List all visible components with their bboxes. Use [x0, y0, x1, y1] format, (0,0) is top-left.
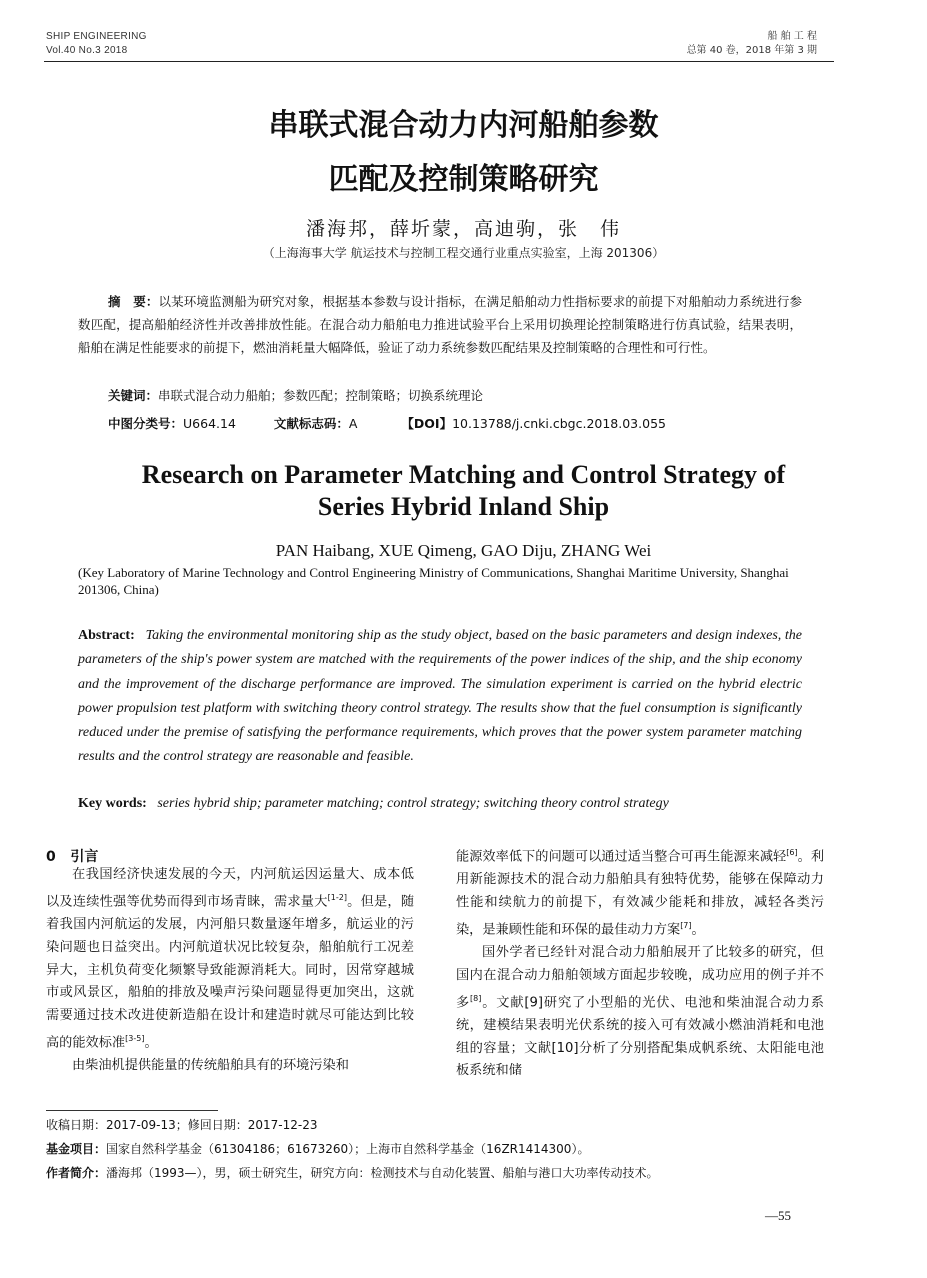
keywords-cn-label: 关键词： [108, 388, 159, 403]
paragraph-text: 。文献[9]研究了小型船的光伏、电池和柴油混合动力系统，建模结果表明光伏系统的接入可有效减小燃油消耗和电池组的容量；文献[10]分析了分别搭配集成帆系统、太阳能电池板系统和储 [456, 994, 824, 1079]
keywords-cn-text: 串联式混合动力船舶；参数匹配；控制策略；切换系统理论 [158, 388, 484, 403]
keywords-en-text: series hybrid ship; parameter matching; control strategy; switching theory control strategy [157, 796, 669, 811]
body-column-left [46, 864, 414, 1078]
keywords-en-label: Key words: [78, 796, 147, 811]
paragraph-text: 。 [144, 1035, 158, 1051]
keywords-en [78, 796, 669, 812]
section-heading [46, 846, 98, 866]
citation: [7] [680, 920, 692, 930]
classification-line [108, 414, 666, 432]
header-rule [44, 61, 834, 62]
journal-volume-cn: 总第 40 卷，2018 年第 3 期 [686, 45, 817, 56]
abstract-cn [78, 290, 802, 359]
paragraph-text: 在我国经济快速发展的今天，内河航运因运量大、成本低以及连续性强等优势而得到市场青睐，需求量大 [46, 867, 414, 910]
footnote-dates: 收稿日期：2017-09-13；修回日期：2017-12-23 [46, 1118, 318, 1132]
title-cn-line2: 匹配及控制策略研究 [328, 162, 599, 197]
paragraph-text: 能源效率低下的问题可以通过适当整合可再生能源来减轻 [456, 849, 787, 865]
citation: [3-5] [125, 1033, 145, 1043]
abstract-en [78, 624, 802, 770]
doi-label: 【DOI】 [401, 416, 453, 431]
section-number: 0 [46, 849, 56, 865]
body-column-right [456, 842, 824, 1083]
paragraph [456, 842, 824, 942]
affiliation-en: (Key Laboratory of Marine Technology and Control Engineering Ministry of Communications, Shanghai Maritime University, Shanghai 201306, China) [78, 565, 789, 597]
citation: [6] [786, 848, 798, 857]
doi-value: 10.13788/j.cnki.cbgc.2018.03.055 [452, 416, 666, 431]
abstract-en-text: Taking the environmental monitoring ship as the study object, based on the basic parameters and design indexes, the parameters of the ship's power system are matched with the requirements of the power indices of the ship, and the ship economy and the improvement of the discharge performance are improved. The simulation experiment is carried on the hybrid electric power propulsion test platform with switching theory control strategy. The results show that the fuel consumption is significantly reduced under the premise of satisfying the performance requirements, which proves that the power system parameter matching results and the control strategy are reasonable and feasible. [78, 628, 802, 765]
section-title: 引言 [70, 849, 99, 865]
paragraph-text: 。 [691, 922, 705, 938]
abstract-en-label: Abstract: [78, 628, 135, 643]
authors-cn: 潘海邦，薛圻蒙，高迪驹，张 伟 [305, 218, 621, 240]
journal-name-en: SHIP ENGINEERING [46, 31, 147, 42]
doc-code-value: A [348, 416, 358, 431]
authors-en: PAN Haibang, XUE Qimeng, GAO Diju, ZHANG Wei [275, 541, 652, 560]
journal-name-cn: 船 舶 工 程 [767, 31, 817, 42]
abstract-cn-text: 以某环境监测船为研究对象，根据基本参数与设计指标，在满足船舶动力性指标要求的前提下对船舶动力系统进行参数匹配，提高船舶经济性并改善排放性能。在混合动力船舶电力推进试验平台上采用切换理论控制策略进行仿真试验，结果表明，船舶在满足性能要求的前提下，燃油消耗量大幅降低，验证了动力系统参数匹配结果及控制策略的合理性和可行性。 [78, 294, 802, 355]
clc-value: U664.14 [183, 416, 236, 431]
journal-volume-en: Vol.40 No.3 2018 [46, 45, 128, 56]
citation: [8] [470, 993, 482, 1003]
paragraph-text: 。但是，随着我国内河航运的发展，内河船只数量逐年增多，航运业的污染问题也日益突出。内河航道状况比较复杂，船舶航行工况差异大，主机负荷变化频繁导致能源消耗大。同时，因常穿越城市或风景区，船舶的排放及噪声污染问题显得更加突出，这就需要通过技术改进使新造船在设计和建造时就尽可能达到比较高的能效标准 [46, 894, 415, 1051]
footnote-rule [46, 1110, 218, 1111]
footnote-author [46, 1162, 659, 1184]
keywords-cn [108, 386, 483, 404]
running-header-left [46, 30, 147, 58]
running-header-right [687, 30, 817, 58]
paragraph-text: 国外学者已经针对混合动力船舶展开了比较多的研究，但国内在混合动力船舶领域方面起步较晚，成功应用的例子并不多 [456, 944, 824, 1010]
author-bio-text: 潘海邦（1993—），男，硕士研究生，研究方向：检测技术与自动化装置、船舶与港口大功率传动技术。 [106, 1166, 659, 1180]
paragraph [456, 942, 824, 1083]
funding-text: 国家自然科学基金（61304186；61673260）；上海市自然科学基金（16ZR1414300）。 [106, 1142, 590, 1156]
doc-code-label: 文献标志码： [273, 416, 349, 431]
footnote-funding [46, 1138, 589, 1160]
clc-label: 中图分类号： [108, 416, 184, 431]
abstract-cn-label: 摘 要： [108, 294, 159, 309]
affiliation-cn: （上海海事大学 航运技术与控制工程交通行业重点实验室，上海 201306） [262, 246, 665, 260]
title-en-line1: Research on Parameter Matching and Control Strategy of [141, 460, 786, 489]
title-en-line2: Series Hybrid Inland Ship [317, 492, 610, 521]
author-bio-label: 作者简介： [46, 1166, 107, 1180]
page-number: —55 [765, 1208, 791, 1223]
title-cn-line1: 串联式混合动力内河船舶参数 [268, 108, 659, 143]
paragraph-text: 。利用新能源技术的混合动力船舶具有独特优势，能够在保障动力性能和续航力的前提下，有效减少能耗和排放，减轻各类污染，是兼顾性能和环保的最佳动力方案 [456, 849, 825, 938]
citation: [1-2] [327, 892, 347, 902]
paragraph: 由柴油机提供能量的传统船舶具有的环境污染和 [72, 1058, 349, 1074]
paragraph [46, 864, 414, 1055]
funding-label: 基金项目： [46, 1142, 107, 1156]
